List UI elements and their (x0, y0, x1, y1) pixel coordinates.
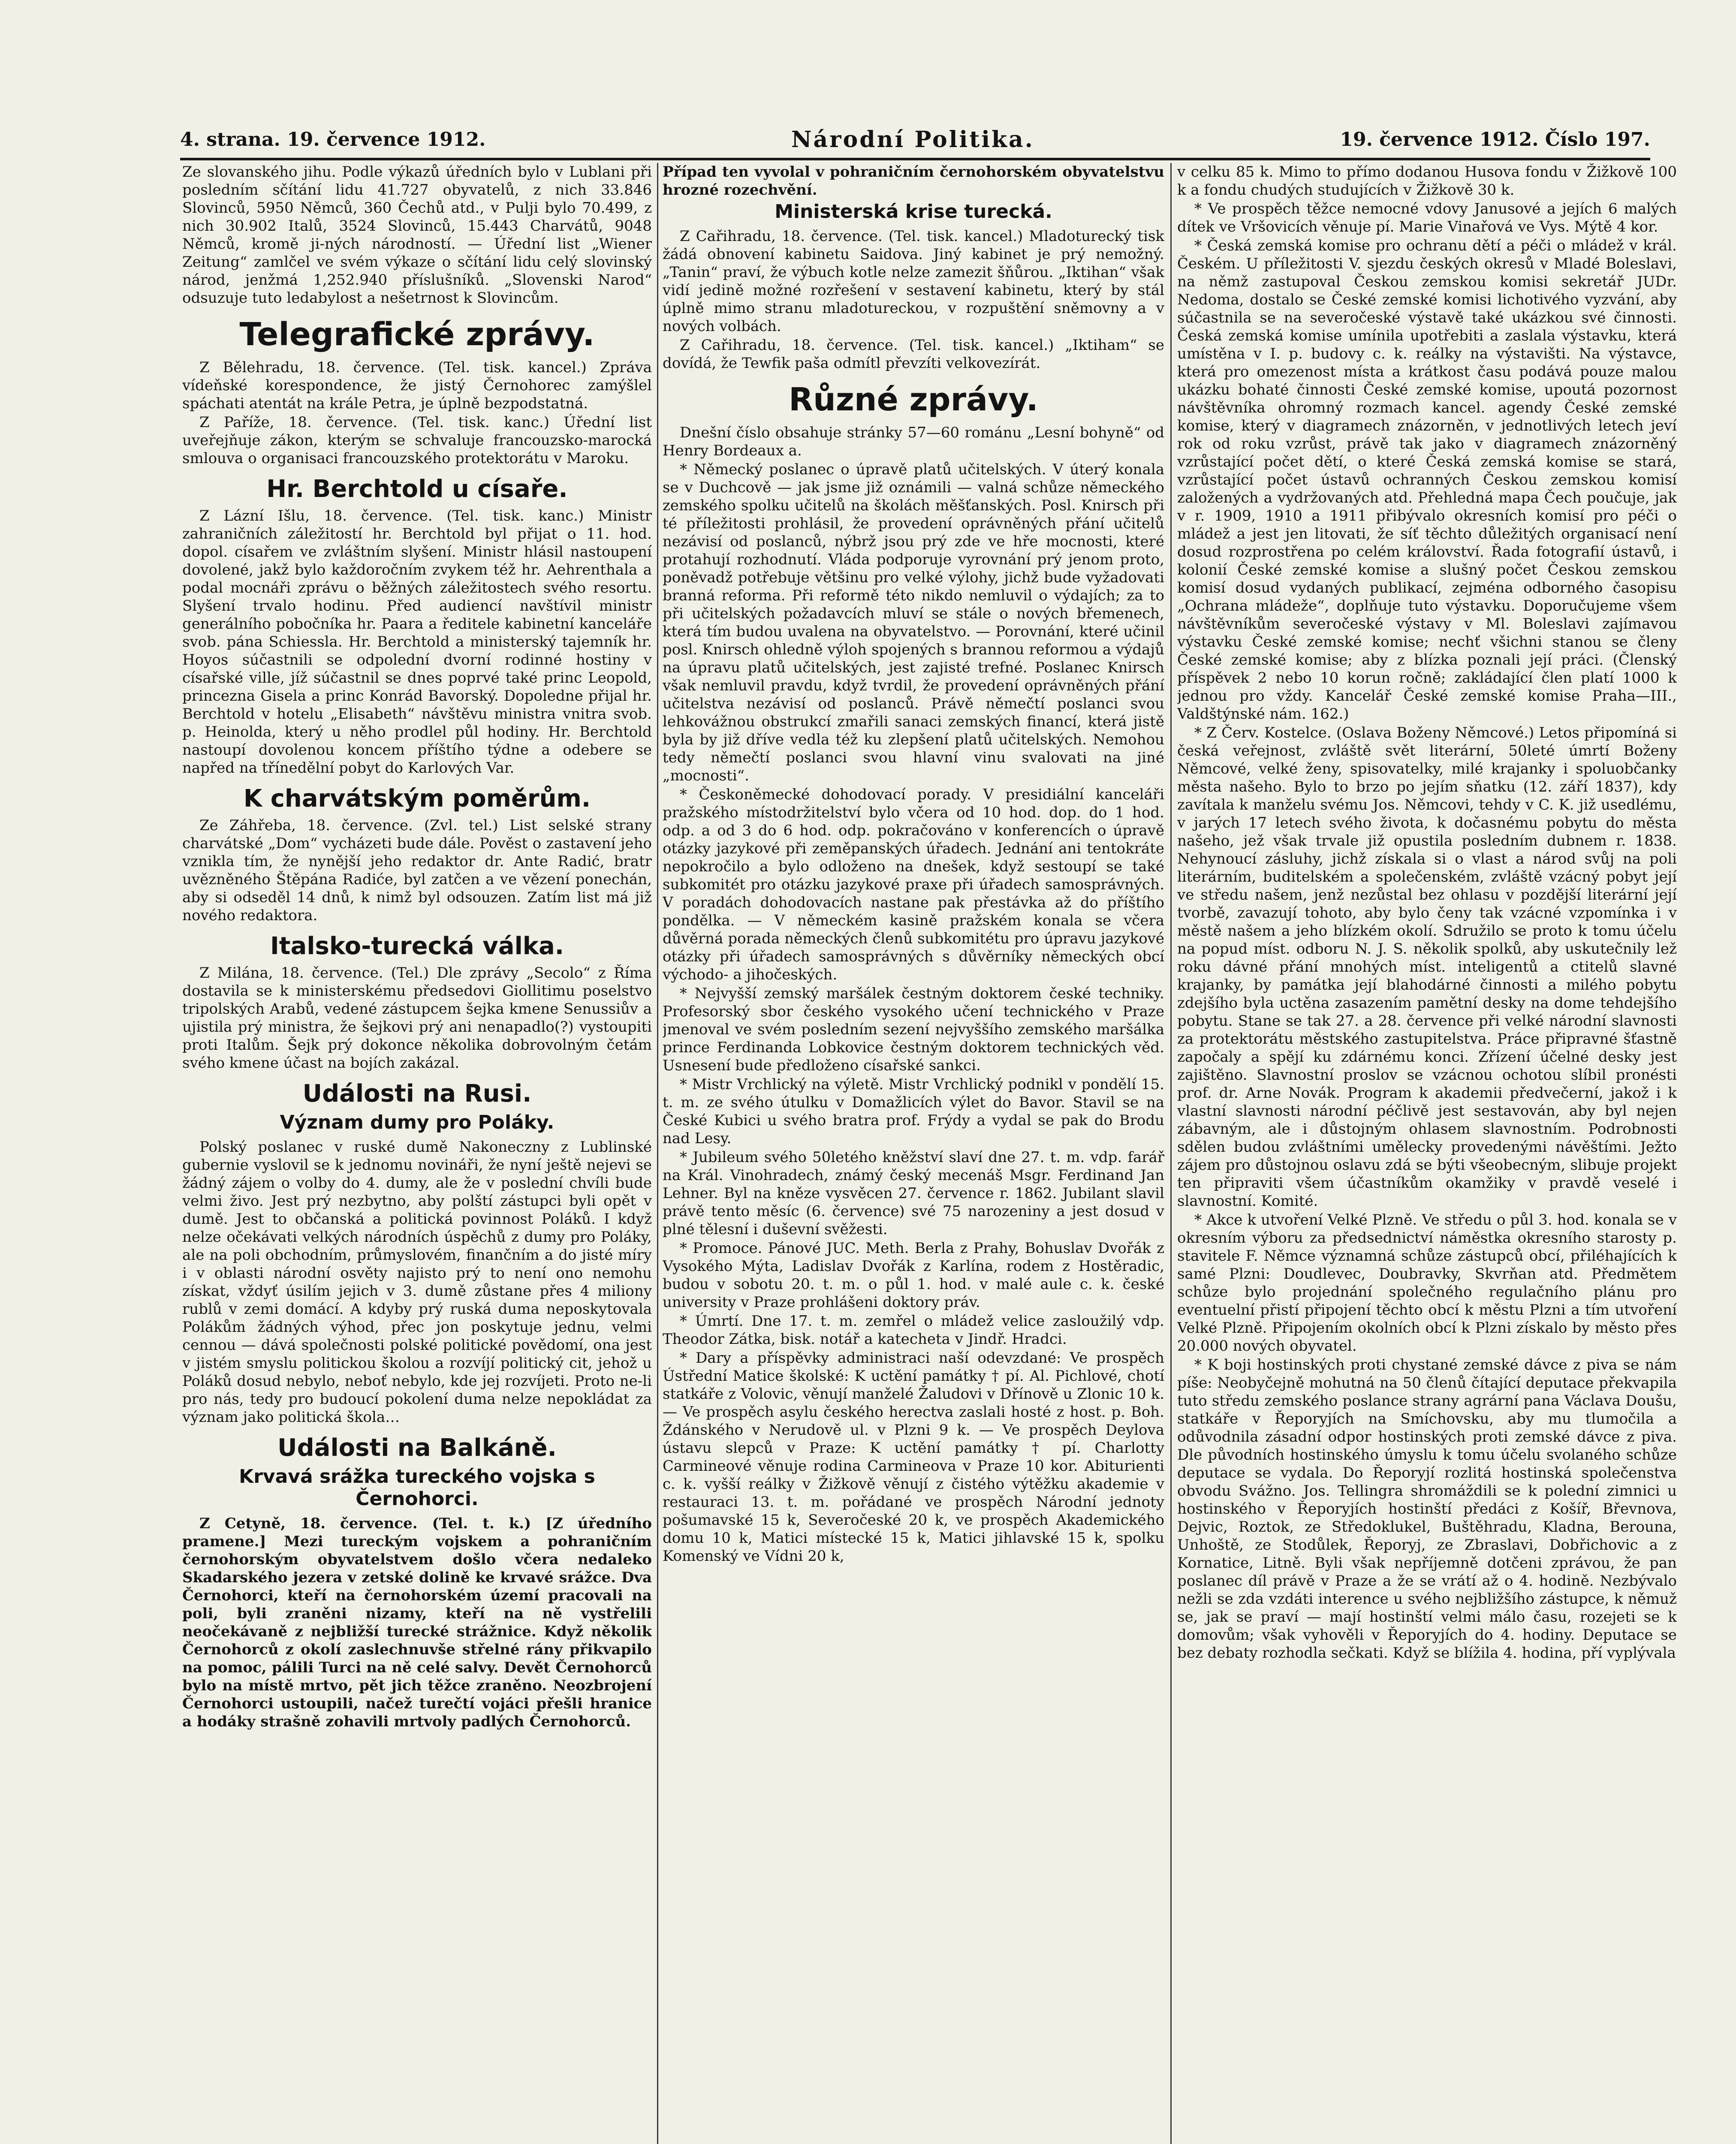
article-vrchlicky: * Mistr Vrchlický na výletě. Mistr Vrchlický podnikl v pondělí 15. t. m. ze svého útulku v Domažlicích výlet do Bavor. Stavil se na České Kubici u svého bratra prof. Frýdy a vydal se pak do Brodu nad Lesy. (663, 1076, 1164, 1147)
column-1 (182, 163, 652, 2144)
article-nemecky-poslanec: * Německý poslanec o úpravě platů učitelských. V úterý konala se v Duchcově — jak jsme již oznámili — valná schůze německého zemského spolku učitelů na školách měšťanských. Posl. Knirsch při té příležitosti prohlásil, že provedení oprávněných přání učitelů nezávisí od poslanců, nýbrž jsou prý zde ve hře mocnosti, které protahují rozhodnutí. Vláda podporuje vyrovnání prý jenom proto, poněvadž potřebuje většinu pro velké výlohy, jichž bude vyžadovati branná reforma. Při reformě této nikdo nemluvil o výdajích; za to při učitelských požadavcích mluví se stále o nových břemenech, která tím budou uvalena na obyvatelstvo. — Porovnání, které učinil posl. Knirsch ohledně výloh spojených s brannou reformou a výdajů na úpravu platů učitelských, jest zajisté trefné. Poslanec Knirsch však nemluvil pravdu, když tvrdil, že provedení oprávněných přání učitelstva nezávisí od poslanců. Právě němečtí poslanci svou lehkovážnou obstrukcí zmařili sanaci zemských financí, která jistě byla by již dříve vedla též ku zlepšení platů učitelských. Nemohou tedy němečtí poslanci svou hlavní vinu svalovati na jiné „mocnosti“. (663, 461, 1164, 784)
subheading-vyznam-dumy: Význam dumy pro Poláky. (280, 1111, 555, 1133)
column-2 (663, 163, 1164, 2144)
article-carihrad-2: Z Cařihradu, 18. července. (Tel. tisk. kancel.) „Iktiham“ se dovídá, že Tewfik paša odmítl převzíti velkovezírát. (663, 337, 1164, 372)
article-pariz: Z Paříže, 18. července. (Tel. tisk. kanc.) Úřední list uveřejňuje zákon, kterým se schvaluje francouzsko-marocká smlouva o organisaci francouzského protektorátu v Maroku. (182, 414, 652, 467)
article-ceskonemecke-porady: * Českoněmecké dohodovací porady. V presidiální kanceláři pražského místodržitelství bylo včera od 10 hod. dop. do 1 hod. odp. a od 3 do 6 hod. odp. pokračováno v konferencích o úpravě otázky jazykové při zeměpanských úřadech. Jednání ani tentokráte nepokročilo a bylo odloženo na dnešek, když sestoupí se také subkomitét pro otázku jazykové praxe při úřadech samosprávných. V poradách dohodovacích nastane pak přestávka až do příštího pondělka. — V německém kasině pražském konala se včera důvěrná porada německých členů subkomitétu pro úpravu jazykové otázky při úřadech samosprávných s důvěrníky německých obcí východo- a jihočeských. (663, 786, 1164, 983)
heading-udalosti-na-balkane: Události na Balkáně. (277, 1434, 557, 1462)
heading-berchtold: Hr. Berchtold u císaře. (266, 475, 568, 503)
heading-udalosti-na-rusi: Události na Rusi. (302, 1080, 532, 1108)
article-promoce: * Promoce. Pánové JUC. Meth. Berla z Prahy, Bohuslav Dvořák z Vysokého Mýta, Ladislav Dvořák z Karlína, rodem z Hostěradic, budou v sobotu 20. t. m. o půl 1. hod. v malé aule c. k. české university v Praze prohlášeni doktory práv. (663, 1240, 1164, 1311)
newspaper-title: Národní Politika. (791, 126, 1034, 153)
masthead-rule (180, 158, 1650, 160)
column-divider (1170, 163, 1172, 2144)
heading-ruzne-zpravy: Různé zprávy. (789, 381, 1038, 418)
heading-italsko-turecka-valka: Italsko-turecká válka. (270, 932, 564, 960)
masthead-right: 19. července 1912. Číslo 197. (1340, 128, 1650, 151)
article-dary: * Dary a příspěvky administraci naší odevzdané: Ve prospěch Ústřední Matice školské: K uctění památky † pí. Al. Pichlové, chotí statkáře z Volovic, věnují manželé Žaludovi v Dřínově u Zlonic 10 k. — Ve prospěch asylu českého herectva zaslali hosté z host. p. Boh. Ždánského v Nerudově ul. v Plzni 9 k. — Ve prospěch Deylova ústavu slepců v Praze: K uctění památky † pí. Charlotty Carmineové věnuje rodina Carmineova v Praze 10 kor. Abiturienti c. k. vyšší reálky v Žižkově věnují z čistého výtěžku akademie v restauraci 13. t. m. pořádané ve prospěch Národní jednoty pošumavské 15 k, Severočeské 20 k, ve prospěch Akademického domu 10 k, Matici místecké 15 k, Matici jihlavské 15 k, spolku Komenský ve Vídni 20 k, (663, 1349, 1164, 1565)
article-cetyne: Z Cetyně, 18. července. (Tel. t. k.) [Z úředního pramene.] Mezi tureckým vojskem a pohraničním černohorským obyvatelstvem došlo včera nedaleko Skadarského jezera v zetské dolině ke krvavé srážce. Dva Černohorci, kteří na černohorském území pracovali na poli, byli zraněni nizamy, kteří na ně vystřelili neočekávaně z nejbližší turecké strážnice. Když několik Černohorců z okolí zaslechnuvše střelné rány přikvapilo na pomoc, pálili Turci na ně celé salvy. Devět Černohorců bylo na místě mrtvo, pět jich těžce zraněno. Neozbrojení Černohorci ustoupili, načež turečtí vojáci přešli hranice a hodáky strašně zohavili mrtvoly padlých Černohorců. (182, 1515, 652, 1730)
article-duma: Polský poslanec v ruské dumě Nakoneczny z Lublinské gubernie vyslovil se k jednomu novináři, že nyní ještě nejevi se žádný zájem o volby do 4. dumy, ale že v poslední chvíli bude velmi živo. Jest prý nezbytno, aby polští zástupci byli opět v dumě. Jest to občanská a politická povinnost Poláků. I když nelze očekávati velkých národních úspěchů z dumy pro Poláky, ale na poli obchodním, průmyslovém, finančním a do jisté míry i v oblasti národní osvěty najisto prý to není ono nemohu získat, vždyť úsilím jejich v 3. dumě zůstane přes 4 miliony rublů v zemi domácí. A kdyby prý ruská duma neposkytovala Polákům žádných výhod, přec jon poskytuje jednu, velmi cennou — dává společnosti polské politické povědomí, ona jest v jistém smyslu politickou školou a rozvíjí politický cit, jehož u Poláků dosud nebylo, neboť nebylo, kde jej rozvíjeti. Proto ne-li pro nás, tedy pro budoucí pokolení duma nelze nepokládat za význam jako politická škola… (182, 1138, 652, 1426)
article-velka-plzen: * Akce k utvoření Velké Plzně. Ve středu o půl 3. hod. konala se v okresním výboru za předsednictví náměstka okresního starosty p. stavitele F. Němce významná schůze zástupců obcí, přiléhajících k samé Plzni: Doudlevec, Doubravky, Skvrňan atd. Předmětem schůze bylo projednání společného regulačního plánu pro eventuelní přistí připojení těchto obcí k městu Plzni a tím utvoření Velké Plzně. Připojením okolních obcí k Plzni získalo by město přes 20.000 nových obyvatel. (1177, 1211, 1677, 1355)
masthead-left: 4. strana. 19. července 1912. (180, 128, 486, 151)
article-pripad: Případ ten vyvolal v pohraničním černohorském obyvatelstvu hrozné rozechvění. (663, 163, 1164, 199)
article-jubileum: * Jubileum svého 50letého kněžství slaví dne 27. t. m. vdp. farář na Král. Vinohradech, známý český mecenáš Msgr. Ferdinand Jan Lehner. Byl na kněze vysvěcen 27. července r. 1862. Jubilant slavil právě tento měsíc (6. července) své 75 narozeniny a jest dosud v plné tělesní i duševní svěžesti. (663, 1149, 1164, 1238)
article-zemsky-marsalek: * Nejvyšší zemský maršálek čestným doktorem české techniky. Profesorský sbor českého vysokého učení technického v Praze jmenoval ve svém posledním sezení nejvyššího zemského maršálka prince Ferdinanda Lobkovice čestným doktorem technických věd. Usnesení bude předloženo císařské sankci. (663, 985, 1164, 1074)
article-umrti: * Úmrtí. Dne 17. t. m. zemřel o mládež velice zasloužilý vdp. Theodor Zátka, bisk. notář a katecheta v Jindř. Hradci. (663, 1313, 1164, 1348)
article-dnesni-cislo: Dnešní číslo obsahuje stránky 57—60 románu „Lesní bohyně“ od Henry Bordeaux a. (663, 424, 1164, 459)
article-zemska-davka-pivo: * K boji hostinských proti chystané zemské dávce z piva se nám píše: Neobyčejně mohutná na 50 členů čítající deputace překvapila tuto středu zemského poslance strany agrární pana Václava Doušu, statkáře v Řeporyjích na Smíchovsku, aby mu tlumočila a odůvodnila zásadní odpor hostinských proti zemské dávce z piva. Dle původních hostinského úmyslu k tomu účelu svolaného schůze deputace se vydala. Do Řeporyjí rozlitá hostinská společenstva obvodu Svážno. Jos. Tellingra shromáždili se k polední zimnici u hostinského v Řeporyjích hostinští předáci z Košíř, Břevnova, Dejvic, Roztok, ze Středoklukel, Buštěhradu, Kladna, Berouna, Unhoště, ze Stodůlek, Řeporyj, ze Zbraslavi, Dobřichovic a z Kornatice, Litně. Byli však nepříjemně dotčeni zprávou, že pan poslanec díl právě v Praze a že se vrátí až o 4. hodině. Nezbývalo nežli se zda vzdáti interence u svého nejbližšího zástupce, k němuž se, jak se praví — mají hostinští velmi málo času, rozejeti se k domovům; však vyhověli v Řeporyjích do 4. hodiny. Deputace se bez debaty rozhodla sečkati. Když se blížila 4. hodina, pří vyplývala (1177, 1356, 1677, 1662)
heading-telegraficke-zpravy: Telegrafické zprávy. (239, 316, 595, 353)
article-oslava-nemcove: * Z Červ. Kostelce. (Oslava Boženy Němcové.) Letos připomíná si česká veřejnost, zvláště svět literární, 50leté úmrtí Boženy Němcové, velké ženy, spisovatelky, milé krajanky i spoluobčanky města našeho. Bylo to brzo po jejím sňatku (12. září 1837), kdy zavítala k manželu svému Jos. Němcovi, tehdy v C. K. již usedlému, v jarých 17 letech svého života, k dočasnému pobytu do města našeho, jež však trvale již opustila posledním dubnem r. 1838. Nehynoucí zásluhy, jichž získala si o vlast a národ svůj na poli literárním, buditelském a společenském, zvláště vzácný pobyt její ve středu našem, jenž nezůstal bez ohlasu v pozdější literární její tvorbě, zavazují tohoto, aby bylo čeny tak vzácné vzpomínka i v městě našem a jeho blízkém okolí. Sdružilo se proto k tomu účelu na popud míst. odboru N. J. S. několik spolků, aby uskutečnily lež roku dávné přání mnohých míst. inteligentů a ctitelů slavné krajanky, by památka její blahodárné činnosti a milého pobytu zdejšího byla uctěna zasazením pamětní desky na dome tehdejšího pobytu. Stane se tak 27. a 28. července při velké národní slavnosti za protektorátu městského zastupitelstva. Práce připravné šťastně započaly a spějí ku zdárnému konci. Zřízení účelné desky jest zajištěno. Slavnostní proslov se vzácnou ochotou slíbil pronésti prof. dr. Arne Novák. Program k akademii předvečerní, jakož i k vlastní slavnosti národní péčlivě jest sestavován, aby byl nejen zábavným, ale i důstojným ohlasem slavnostním. Podrobnosti sdělen budou zvláštními umělecky provedenými návěštími. Ježto zájem pro důstojnou oslavu zdá se býti všeobecným, slibuje projekt ten připraviti všem účastníkům okamžiky v pravdě veselé i slavnostní. Komité. (1177, 724, 1677, 1210)
subheading-krvava-srazka: Krvavá srážka tureckého vojska s Černohorci. (239, 1466, 595, 1510)
article-vdova: * Ve prospěch těžce nemocné vdovy Janusové a jejích 6 malých dítek ve Vršovicích věnuje pí. Marie Vinařová ve Vys. Mýtě 4 kor. (1177, 200, 1677, 235)
masthead (180, 124, 1650, 154)
article-dary-continued: v celku 85 k. Mimo to přímo dodanou Husova fondu v Žižkově 100 k a fondu chudých studujících v Žižkově 30 k. (1177, 163, 1677, 199)
article-zahreb: Ze Záhřeba, 18. července. (Zvl. tel.) List selské strany charvátské „Dom“ vycházeti bude dále. Pověst o zastavení jeho vznikla tím, že nynější jeho redaktor dr. Ante Radić, bratr uvězněného Štěpána Radiće, byl zatčen a ve vězení ponechán, aby si odseděl 14 dnů, k nimž byl odsouzen. Zatím list má již nového redaktora. (182, 817, 652, 924)
heading-ministerska-krise: Ministerská krise turecká. (775, 201, 1052, 223)
heading-charvatske-pomery: K charvátským poměrům. (243, 785, 591, 813)
column-divider (657, 163, 658, 2144)
article-carihrad-1: Z Cařihradu, 18. července. (Tel. tisk. kancel.) Mladoturecký tisk žádá obnovení kabinetu Saidova. Jiný kabinet je prý nemožný. „Tanin“ praví, že výbuch kotle nelze zamezit šňůrou. „Iktihan“ však vidí jedině možné rozřešení v sestavení kabinetu, který by stál úplně mimo stranu mladotureckou, v rozpuštění sněmovny a v nových volbách. (663, 228, 1164, 335)
article-zemska-komise-vystava: * Česká zemská komise pro ochranu dětí a péči o mládež v král. Českém. U příležitosti V. sjezdu českých okresů v Mladé Boleslavi, na němž zastupoval Českou zemskou komisi sekretář JUDr. Nedoma, dostalo se České zemské komisi lichotivého vyzvání, aby súčastnila se na severočeské výstavě také ukázkou své činnosti. Česká zemská komise umínila upotřebiti a zaslala výstavku, která umístěna v I. p. budovy c. k. reálky na výstavišti. Na výstavce, která pro omezenost místa a krátkost času podává pouze malou ukázku bohaté činnosti České zemské komise, upoutá pozornost návštěvníka ohromný rozmach kancel. agendy České zemské komise, který v diagramech znázorněn, v jednotlivých letech jeví rok od roku vzrůst, právě tak jako v diagramech znázorněný vzrůstající počet dětí, o které Česká zemská komise se stará, vzrůstající počet ústavů ochranných Českou zemskou komisí založených a vydržovaných atd. Přehledná mapa Čech poučuje, jak v r. 1909, 1910 a 1911 přibývalo okresních komisí pro péči o mládež a jest jen litovati, že síť těchto důležitých organisací není dosud rozprostřena po celém království. Řada fotografií ústavů, i kolonií České zemské komise a slušný počet Českou zemskou komisí dosud vydaných publikací, zejména odborného časopisu „Ochrana mládeže“, doplňuje tuto výstavku. Doporučujeme všem návštěvníkům severočeské výstavy v Ml. Boleslavi zajímavou výstavku České zemské komise; nechť všichni stanou se členy České zemské komise; aby z blízka poznali její práci. (Členský příspěvek 2 nebo 10 korun ročně; zakládající člen platí 1000 k jednou pro vždy. Kancelář České zemské komise Praha—III., Valdštýnské nám. 162.) (1177, 237, 1677, 723)
article-berchtold: Z Lázní Išlu, 18. července. (Tel. tisk. kanc.) Ministr zahraničních záležitostí hr. Berchtold byl přijat o 11. hod. dopol. císařem ve zvláštním slyšení. Ministr hlásil nastoupení dovolené, jakž bylo každoročním zvykem též hr. Aehrenthala a podal mocnáři zprávu o běžných záležitostech svého resortu. Slyšení trvalo hodinu. Před audiencí navštívil ministr generálního pobočníka hr. Paara a ředitele kabinetní kanceláře svob. pána Schiessla. Hr. Berchtold a ministerský tajemník hr. Hoyos súčastnili se odpolední dvorní rodinné hostiny v císařské ville, jíž súčastnil se dnes poprvé také princ Leopold, princezna Gisela a princ Konrád Bavorský. Dopoledne přijal hr. Berchtold v hotelu „Elisabeth“ návštěvu ministra vnitra svob. p. Heinolda, který u něho prodlel půl hodiny. Hr. Berchtold nastoupí dovolenou koncem příštího týdne a odebere se napřed na třínedělní pobyt do Karlových Var. (182, 507, 652, 777)
article-slovinci: Ze slovanského jihu. Podle výkazů úředních bylo v Lublani při posledním sčítání lidu 41.727 obyvatelů, z nich 33.846 Slovinců, 5950 Němců, 360 Čechů atd., v Pulji bylo 70.499, z nich 30.902 Italů, 3524 Slovinců, 15.443 Charvátů, 9048 Němců, kromě ji-ných národností. — Úřední list „Wiener Zeitung“ zamlčel ve svém výkaze o sčítání lidu celý slovinský národ, jenžmá 1,252.940 příslušníků. „Slovenski Narod“ odsuzuje tuto ledabylost a nešetrnost k Slovincům. (182, 163, 652, 307)
article-belehrad: Z Bělehradu, 18. července. (Tel. tisk. kancel.) Zpráva vídeňské korespondence, že jistý Černohorec zamýšlel spáchati atentát na krále Petra, je úplně bezpodstatná. (182, 359, 652, 412)
column-3 (1177, 163, 1677, 2144)
article-milan: Z Milána, 18. července. (Tel.) Dle zprávy „Secolo“ z Říma dostavila se k ministerskému předsedovi Giollitimu poselstvo tripolských Arabů, vedené zástupcem šejka kmene Senussiův a ujistila prý ministra, že šejkovi prý ani nenapadlo(?) vystoupiti proti Italům. Šejk prý dokonce několika dobrovolným četám svého kmene účast na bojích zakázal. (182, 964, 652, 1072)
